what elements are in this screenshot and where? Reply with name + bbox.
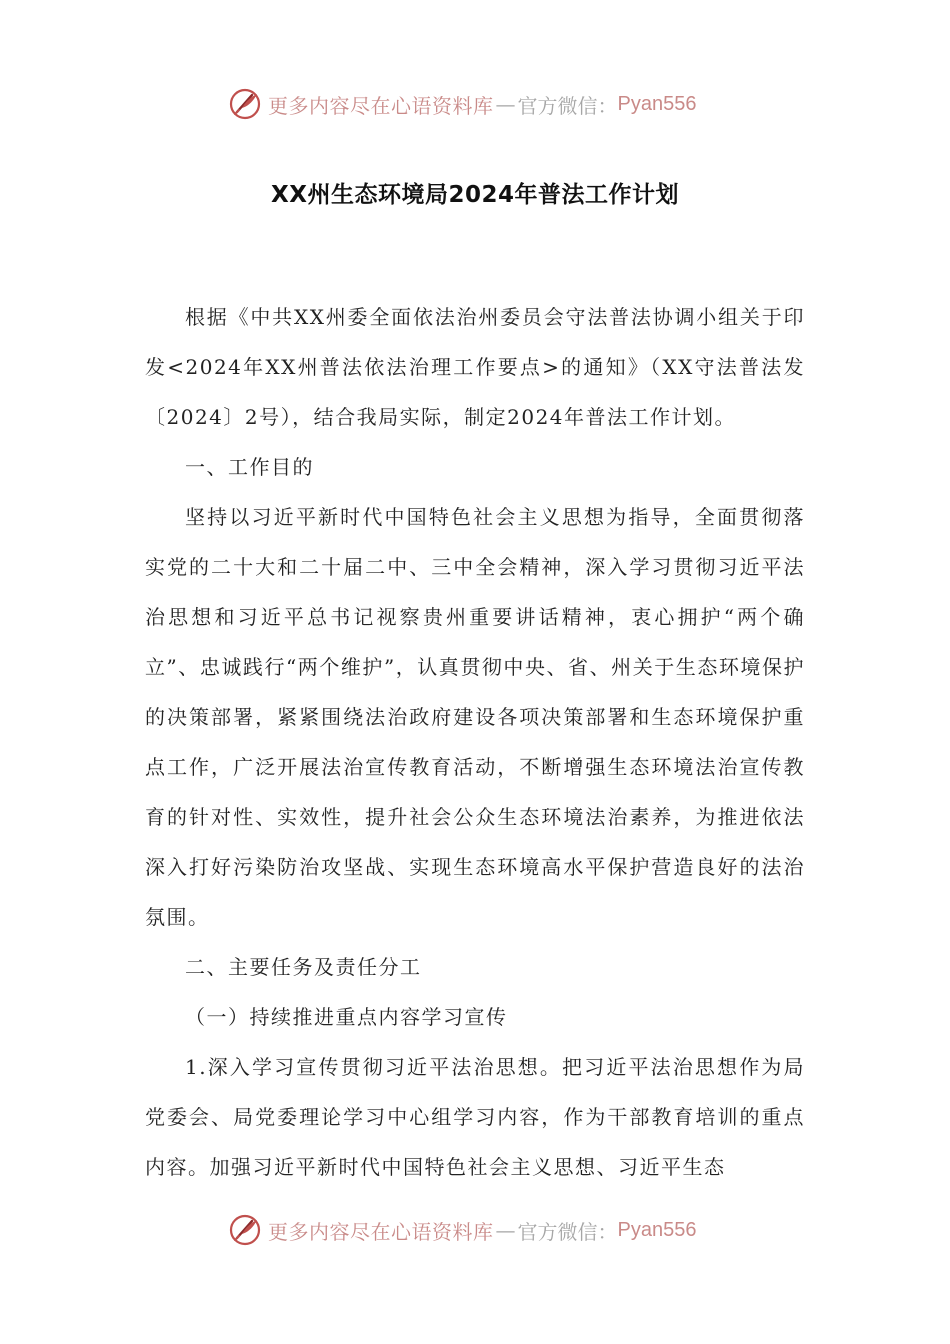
subsection-heading-key-content: （一）持续推进重点内容学习宣传 — [185, 1005, 508, 1029]
document-title: XX州生态环境局2024年普法工作计划 — [271, 182, 679, 208]
watermark-separator: — — [495, 1218, 516, 1242]
watermark-text: 更多内容尽在心语资料库 — [268, 93, 494, 118]
watermark-label: 官方微信： — [517, 1219, 618, 1244]
watermark-separator: — — [495, 92, 516, 116]
purpose-paragraph: 坚持以习近平新时代中国特色社会主义思想为指导，全面贯彻落实党的二十大和二十届二中、三中全会精神，深入学习贯彻习近平法治思想和习近平总书记视察贵州重要讲话精神，衷心拥护“两个确立”、忠诚践行“两个维护”，认真贯彻中央、省、州关于生态环境保护的决策部署，紧紧围绕法治政府建设各项决策部署和生态环境保护重点工作，广泛开展法治宣传教育活动，不断增强生态环境法治宣传教育的针对性、实效性，提升社会公众生态环境法治素养，为推进依法深入打好污染防治攻坚战、实现生态环境高水平保护营造良好的法治氛围。 — [145, 505, 805, 929]
watermark-label: 官方微信： — [517, 93, 618, 118]
watermark-wechat-id: Pyan556 — [617, 92, 697, 115]
watermark-wechat-id: Pyan556 — [617, 1218, 697, 1241]
intro-paragraph: 根据《中共XX州委全面依法治州委员会守法普法协调小组关于印发<2024年XX州普法依法治理工作要点>的通知》（XX守法普法发〔2024〕2号），结合我局实际，制定2024年普法工作计划。 — [145, 305, 805, 429]
quill-logo-icon — [228, 1213, 262, 1247]
watermark-text: 更多内容尽在心语资料库 — [268, 1219, 494, 1244]
task-paragraph-1: 1.深入学习宣传贯彻习近平法治思想。把习近平法治思想作为局党委会、局党委理论学习中心组学习内容，作为干部教育培训的重点内容。加强习近平新时代中国特色社会主义思想、习近平生态 — [145, 1055, 805, 1179]
document-body — [145, 292, 805, 1192]
header-watermark — [228, 86, 696, 122]
footer-watermark — [228, 1212, 696, 1248]
quill-logo-icon — [228, 87, 262, 121]
section-heading-purpose: 一、工作目的 — [185, 455, 314, 479]
section-heading-tasks: 二、主要任务及责任分工 — [185, 955, 422, 979]
